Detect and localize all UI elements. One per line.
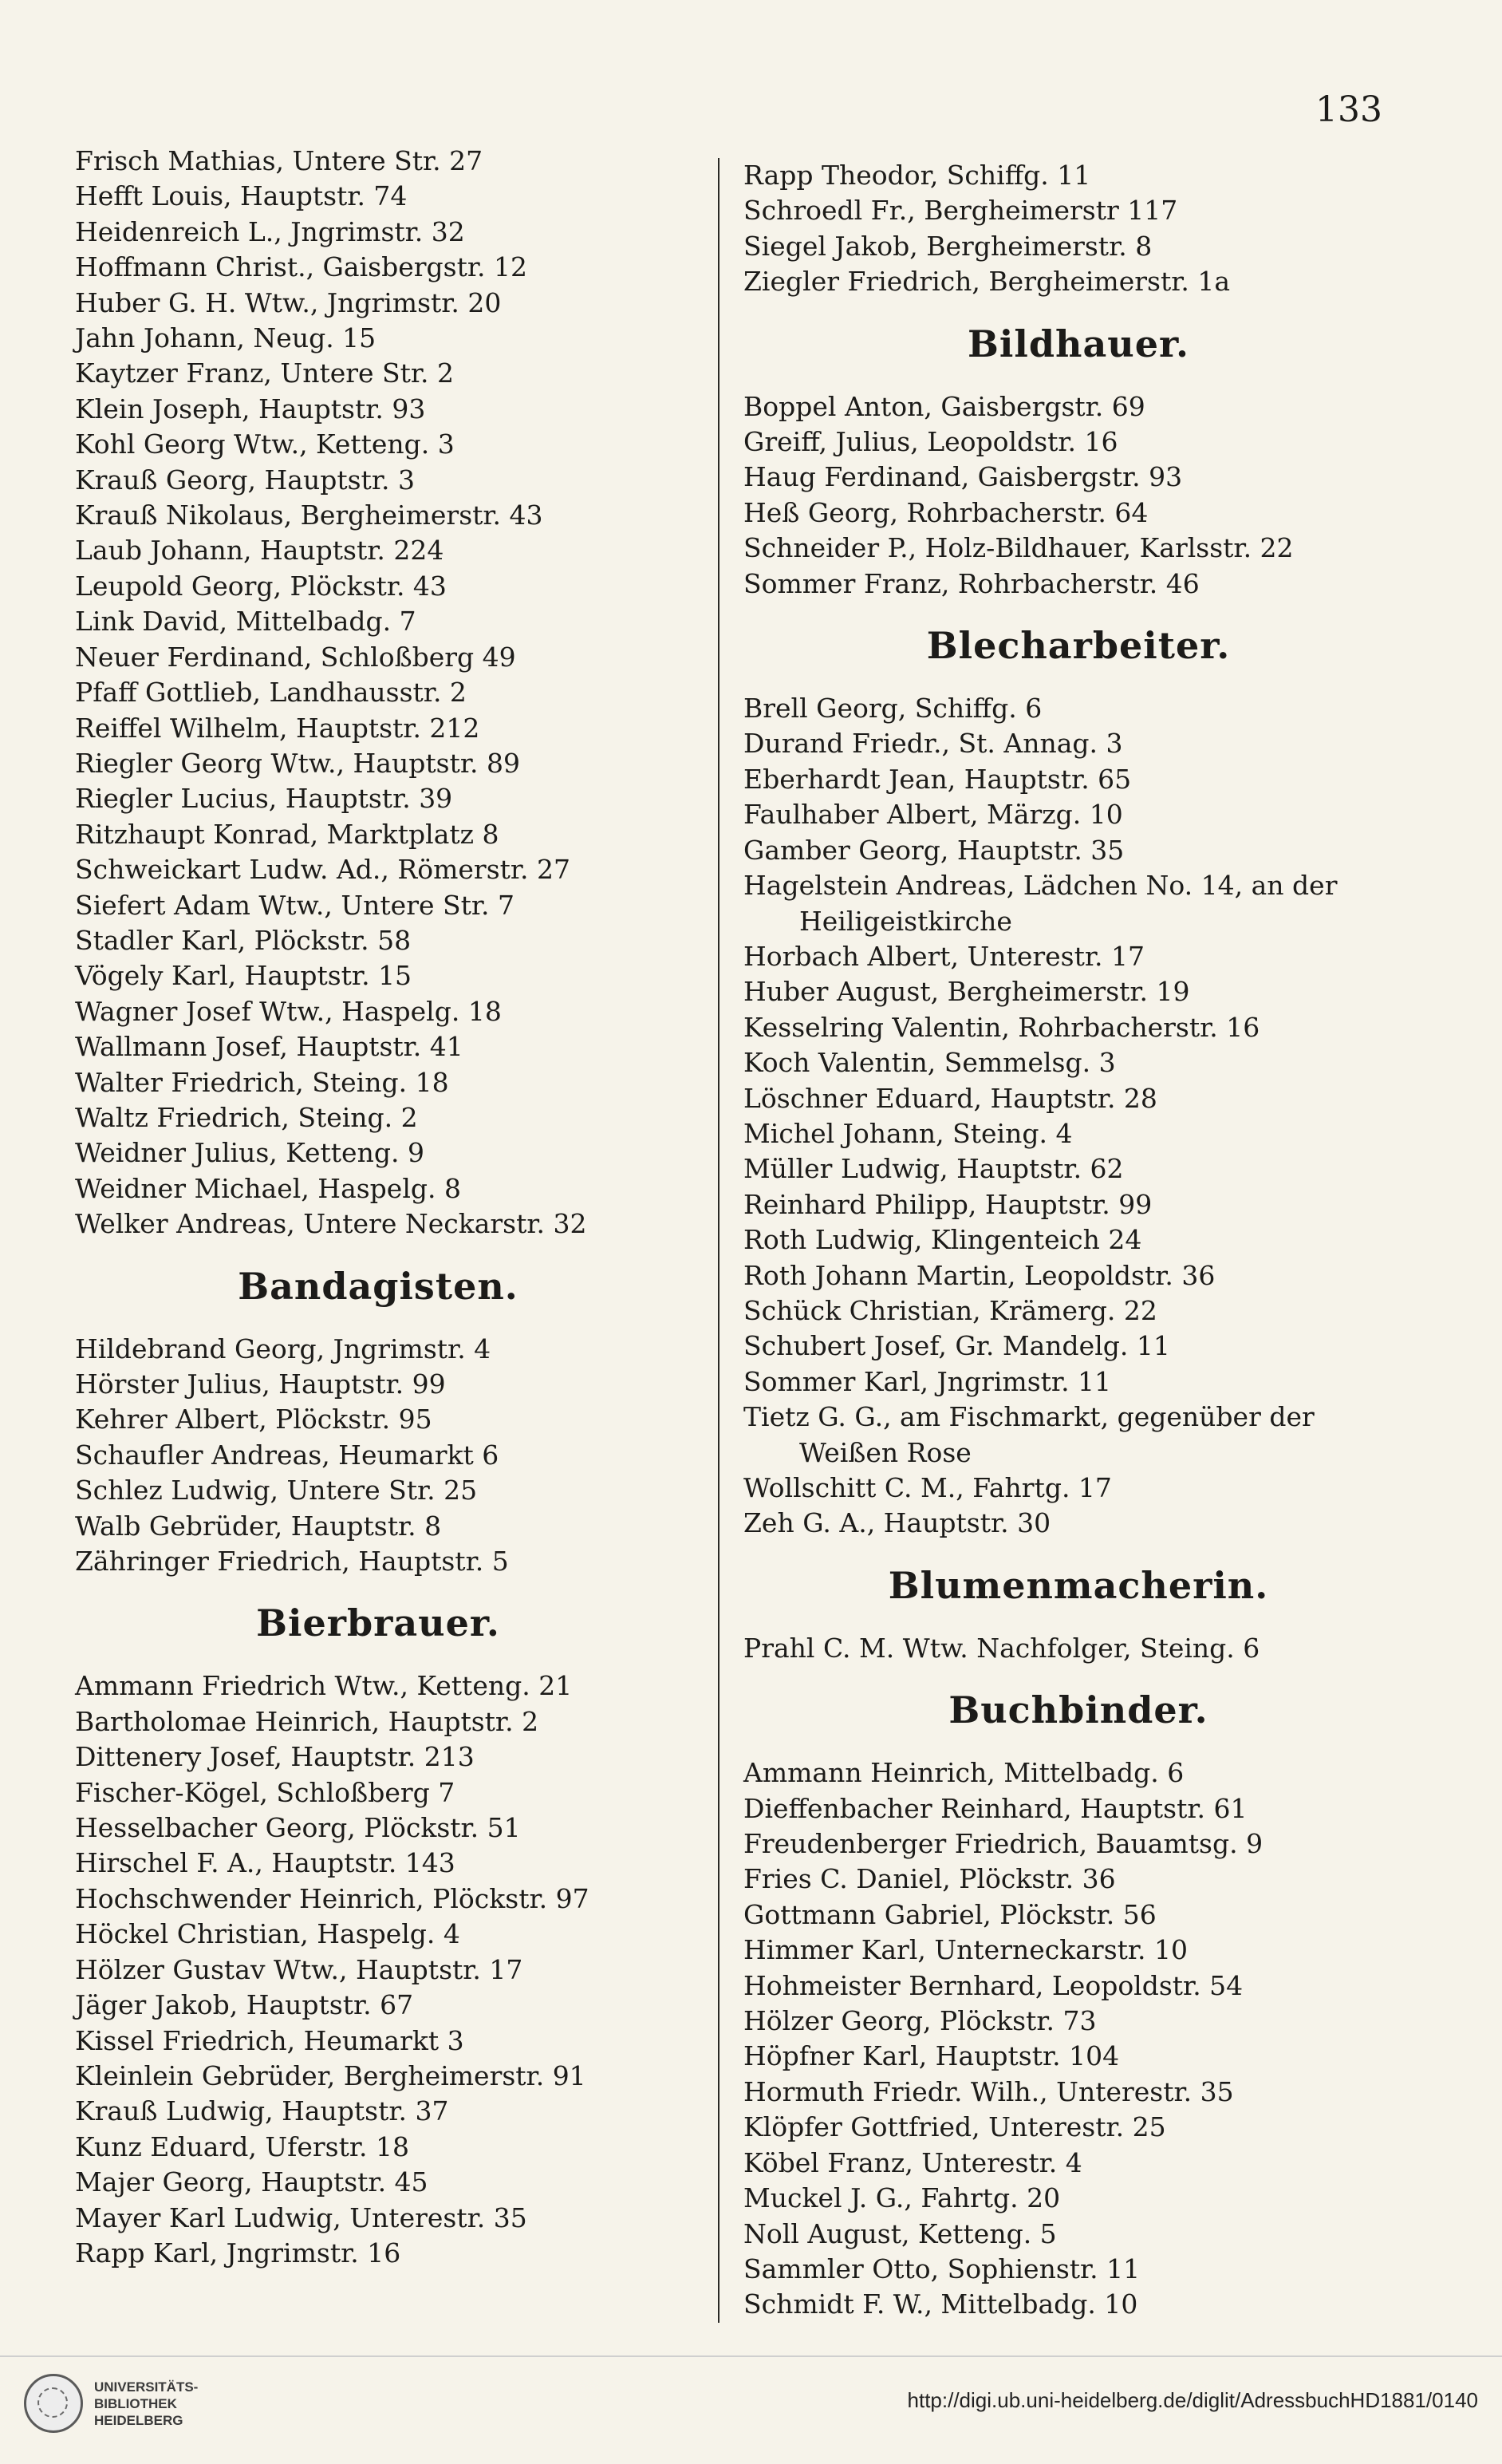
- directory-entry: Reiffel Wilhelm, Hauptstr. 212: [75, 712, 480, 744]
- directory-entry: Jahn Johann, Neug. 15: [75, 322, 376, 354]
- entries-list-blecharbeiter-3: [743, 1471, 1413, 1542]
- directory-entry: Klein Joseph, Hauptstr. 93: [75, 393, 426, 424]
- directory-entry: Krauß Ludwig, Hauptstr. 37: [75, 2095, 449, 2127]
- directory-entry: Krauß Nikolaus, Bergheimerstr. 43: [75, 500, 543, 531]
- library-name-line: HEIDELBERG: [94, 2412, 183, 2428]
- directory-entry: Koch Valentin, Semmelsg. 3: [743, 1047, 1116, 1079]
- entry-continuation: Weißen Rose: [799, 1436, 972, 1468]
- directory-entry: Sammler Otto, Sophienstr. 11: [743, 2253, 1141, 2284]
- directory-entry: Walter Friedrich, Steing. 18: [75, 1066, 449, 1098]
- directory-entry: Roth Johann Martin, Leopoldstr. 36: [743, 1259, 1216, 1291]
- directory-entry: Hölzer Gustav Wtw., Hauptstr. 17: [75, 1953, 523, 1985]
- entries-list: [75, 144, 681, 1242]
- entries-list-blumenmacherin: [743, 1631, 1413, 1666]
- directory-entry: Huber G. H. Wtw., Jngrimstr. 20: [75, 286, 502, 318]
- directory-entry: Klöpfer Gottfried, Unterestr. 25: [743, 2111, 1166, 2143]
- library-name-line: BIBLIOTHEK: [94, 2395, 177, 2411]
- entries-list-blecharbeiter: [743, 691, 1413, 868]
- entry-line: Tietz G. G., am Fischmarkt, gegenüber der: [743, 1401, 1315, 1433]
- directory-entry: Welker Andreas, Untere Neckarstr. 32: [75, 1208, 587, 1240]
- directory-entry: Sommer Franz, Rohrbacherstr. 46: [743, 567, 1200, 599]
- directory-entry: Mayer Karl Ludwig, Unterestr. 35: [75, 2201, 527, 2233]
- directory-entry: Boppel Anton, Gaisbergstr. 69: [743, 390, 1145, 422]
- directory-entry: Ziegler Friedrich, Bergheimerstr. 1a: [743, 266, 1231, 298]
- directory-entry: Roth Ludwig, Klingenteich 24: [743, 1224, 1142, 1256]
- entries-list-bandagisten: [75, 1332, 681, 1580]
- directory-entry: Fries C. Daniel, Plöckstr. 36: [743, 1863, 1116, 1895]
- directory-entry: Majer Georg, Hauptstr. 45: [75, 2166, 428, 2198]
- directory-entry: Vögely Karl, Hauptstr. 15: [75, 960, 412, 992]
- directory-entry: Riegler Lucius, Hauptstr. 39: [75, 783, 453, 815]
- directory-entry: Zeh G. A., Hauptstr. 30: [743, 1507, 1051, 1539]
- directory-entry: Riegler Georg Wtw., Hauptstr. 89: [75, 747, 520, 779]
- directory-entry: Schroedl Fr., Bergheimerstr 117: [743, 195, 1178, 227]
- library-name-line: UNIVERSITÄTS-: [94, 2379, 199, 2395]
- footer-divider: [0, 2355, 1502, 2357]
- directory-entry: Kesselring Valentin, Rohrbacherstr. 16: [743, 1011, 1260, 1043]
- directory-entry: Heß Georg, Rohrbacherstr. 64: [743, 496, 1149, 528]
- directory-entry: Hörster Julius, Hauptstr. 99: [75, 1368, 446, 1400]
- directory-entry: Heidenreich L., Jngrimstr. 32: [75, 215, 465, 247]
- directory-entry: Michel Johann, Steing. 4: [743, 1117, 1073, 1149]
- directory-entry: Hoffmann Christ., Gaisbergstr. 12: [75, 251, 527, 283]
- directory-entry: Dieffenbacher Reinhard, Hauptstr. 61: [743, 1792, 1248, 1824]
- directory-entry: Himmer Karl, Unterneckarstr. 10: [743, 1934, 1189, 1966]
- directory-entry: Rapp Karl, Jngrimstr. 16: [75, 2237, 401, 2269]
- page-number: 133: [1315, 89, 1382, 130]
- directory-entry: Müller Ludwig, Hauptstr. 62: [743, 1153, 1124, 1185]
- directory-entry: Horbach Albert, Unterestr. 17: [743, 940, 1145, 972]
- directory-entry: Kissel Friedrich, Heumarkt 3: [75, 2024, 464, 2056]
- directory-entry: Freudenberger Friedrich, Bauamtsg. 9: [743, 1828, 1263, 1860]
- library-logo[interactable]: [24, 2374, 198, 2433]
- entry-hagelstein: [743, 868, 1413, 939]
- section-heading-bandagisten: Bandagisten.: [238, 1264, 518, 1308]
- directory-entry: Gottmann Gabriel, Plöckstr. 56: [743, 1898, 1157, 1930]
- directory-entry: Prahl C. M. Wtw. Nachfolger, Steing. 6: [743, 1632, 1260, 1664]
- directory-entry: Huber August, Bergheimerstr. 19: [743, 976, 1190, 1008]
- directory-entry: Hildebrand Georg, Jngrimstr. 4: [75, 1333, 491, 1364]
- directory-entry: Frisch Mathias, Untere Str. 27: [75, 145, 483, 176]
- directory-entry: Wollschitt C. M., Fahrtg. 17: [743, 1472, 1112, 1503]
- directory-entry: Schück Christian, Krämerg. 22: [743, 1294, 1157, 1326]
- directory-entry: Siegel Jakob, Bergheimerstr. 8: [743, 230, 1153, 262]
- directory-entry: Durand Friedr., St. Annag. 3: [743, 728, 1123, 760]
- right-column: [718, 158, 1413, 2323]
- entries-list-bildhauer: [743, 389, 1413, 602]
- directory-entry: Neuer Ferdinand, Schloßberg 49: [75, 641, 516, 673]
- directory-entry: Eberhardt Jean, Hauptstr. 65: [743, 763, 1132, 795]
- entry-tietz: [743, 1400, 1413, 1471]
- directory-entry: Laub Johann, Hauptstr. 224: [75, 535, 444, 567]
- directory-entry: Faulhaber Albert, Märzg. 10: [743, 799, 1123, 831]
- directory-entry: Haug Ferdinand, Gaisbergstr. 93: [743, 461, 1183, 493]
- seal-icon: [24, 2374, 83, 2433]
- directory-entry: Ammann Heinrich, Mittelbadg. 6: [743, 1757, 1185, 1789]
- directory-entry: Kohl Georg Wtw., Ketteng. 3: [75, 428, 455, 460]
- directory-entry: Stadler Karl, Plöckstr. 58: [75, 924, 412, 956]
- directory-entry: Reinhard Philipp, Hauptstr. 99: [743, 1188, 1153, 1220]
- directory-entry: Noll August, Ketteng. 5: [743, 2217, 1057, 2249]
- directory-entry: Schubert Josef, Gr. Mandelg. 11: [743, 1330, 1170, 1362]
- left-column: [75, 144, 681, 2271]
- entry-continuation: Heiligeistkirche: [799, 905, 1012, 937]
- directory-entry: Link David, Mittelbadg. 7: [75, 606, 416, 638]
- directory-entry: Siefert Adam Wtw., Untere Str. 7: [75, 889, 514, 921]
- directory-entry: Zähringer Friedrich, Hauptstr. 5: [75, 1546, 509, 1578]
- directory-entry: Gamber Georg, Hauptstr. 35: [743, 834, 1125, 866]
- section-heading-blecharbeiter: Blecharbeiter.: [926, 624, 1231, 668]
- entries-list: [743, 158, 1413, 300]
- section-heading-buchbinder: Buchbinder.: [948, 1688, 1208, 1732]
- directory-entry: Hohmeister Bernhard, Leopoldstr. 54: [743, 1969, 1244, 2001]
- directory-entry: Sommer Karl, Jngrimstr. 11: [743, 1365, 1112, 1397]
- directory-entry: Kehrer Albert, Plöckstr. 95: [75, 1404, 432, 1435]
- section-heading-bierbrauer: Bierbrauer.: [256, 1601, 500, 1645]
- directory-entry: Höckel Christian, Haspelg. 4: [75, 1918, 460, 1950]
- directory-entry: Schneider P., Holz-Bildhauer, Karlsstr. 22: [743, 532, 1294, 564]
- directory-entry: Ritzhaupt Konrad, Marktplatz 8: [75, 818, 499, 850]
- directory-entry: Brell Georg, Schiffg. 6: [743, 693, 1043, 725]
- directory-entry: Leupold Georg, Plöckstr. 43: [75, 570, 447, 602]
- section-heading-blumenmacherin: Blumenmacherin.: [888, 1563, 1269, 1607]
- directory-entry: Pfaff Gottlieb, Landhausstr. 2: [75, 677, 467, 709]
- directory-entry: Walb Gebrüder, Hauptstr. 8: [75, 1510, 442, 1542]
- directory-entry: Hormuth Friedr. Wilh., Unterestr. 35: [743, 2075, 1234, 2107]
- entries-list-bierbrauer: [75, 1668, 681, 2271]
- directory-entry: Dittenery Josef, Hauptstr. 213: [75, 1741, 475, 1773]
- directory-entry: Hefft Louis, Hauptstr. 74: [75, 180, 408, 212]
- directory-entry: Fischer-Kögel, Schloßberg 7: [75, 1776, 455, 1808]
- directory-entry: Wagner Josef Wtw., Haspelg. 18: [75, 995, 502, 1027]
- directory-entry: Hirschel F. A., Hauptstr. 143: [75, 1847, 455, 1879]
- section-heading-bildhauer: Bildhauer.: [968, 322, 1189, 365]
- directory-entry: Rapp Theodor, Schiffg. 11: [743, 160, 1091, 191]
- directory-entry: Schlez Ludwig, Untere Str. 25: [75, 1475, 478, 1506]
- directory-entry: Wallmann Josef, Hauptstr. 41: [75, 1031, 463, 1063]
- directory-entry: Schmidt F. W., Mittelbadg. 10: [743, 2288, 1138, 2320]
- directory-entry: Muckel J. G., Fahrtg. 20: [743, 2182, 1061, 2214]
- directory-entry: Löschner Eduard, Hauptstr. 28: [743, 1082, 1157, 1114]
- entries-list-blecharbeiter-2: [743, 939, 1413, 1400]
- directory-entry: Ammann Friedrich Wtw., Ketteng. 21: [75, 1670, 573, 1702]
- directory-entry: Krauß Georg, Hauptstr. 3: [75, 464, 415, 496]
- entry-line: Hagelstein Andreas, Lädchen No. 14, an der: [743, 870, 1338, 902]
- directory-entry: Hesselbacher Georg, Plöckstr. 51: [75, 1812, 521, 1844]
- directory-entry: Hochschwender Heinrich, Plöckstr. 97: [75, 1882, 589, 1914]
- library-name: [94, 2379, 198, 2429]
- directory-entry: Kleinlein Gebrüder, Bergheimerstr. 91: [75, 2059, 586, 2091]
- directory-entry: Höpfner Karl, Hauptstr. 104: [743, 2040, 1120, 2072]
- directory-entry: Waltz Friedrich, Steing. 2: [75, 1101, 418, 1133]
- directory-entry: Kunz Eduard, Uferstr. 18: [75, 2130, 409, 2162]
- directory-entry: Weidner Julius, Ketteng. 9: [75, 1137, 424, 1169]
- directory-entry: Hölzer Georg, Plöckstr. 73: [743, 2005, 1097, 2037]
- directory-entry: Greiff, Julius, Leopoldstr. 16: [743, 426, 1118, 458]
- directory-entry: Köbel Franz, Unterestr. 4: [743, 2146, 1082, 2178]
- source-url-link[interactable]: http://digi.ub.uni-heidelberg.de/diglit/AdressbuchHD1881/0140: [907, 2388, 1478, 2412]
- entries-list-buchbinder: [743, 1755, 1413, 2323]
- directory-entry: Weidner Michael, Haspelg. 8: [75, 1172, 461, 1204]
- directory-entry: Schaufler Andreas, Heumarkt 6: [75, 1439, 499, 1471]
- directory-entry: Kaytzer Franz, Untere Str. 2: [75, 357, 455, 389]
- directory-entry: Jäger Jakob, Hauptstr. 67: [75, 1989, 414, 2021]
- directory-entry: Bartholomae Heinrich, Hauptstr. 2: [75, 1705, 539, 1737]
- directory-entry: Schweickart Ludw. Ad., Römerstr. 27: [75, 854, 571, 886]
